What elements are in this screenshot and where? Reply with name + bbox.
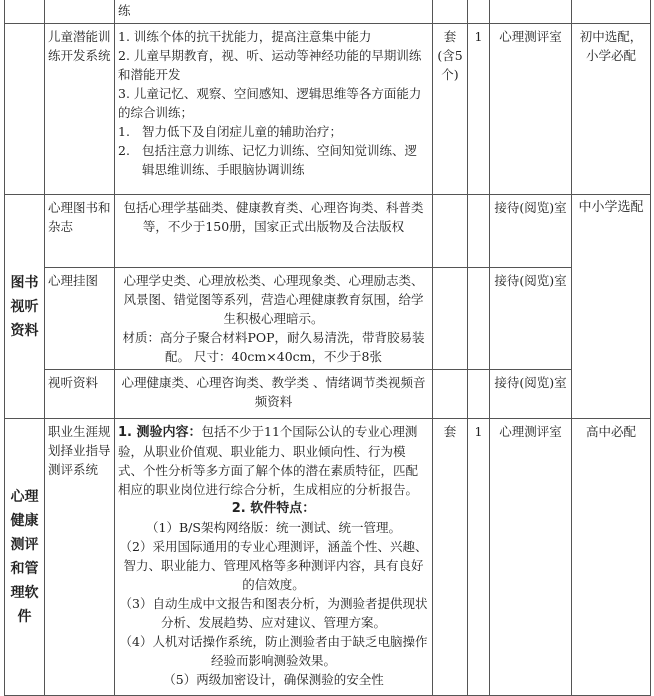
category-software: 心理健康测评和管理软件	[5, 419, 45, 696]
equipment-table	[4, 0, 651, 696]
item-note: 初中选配，小学必配	[572, 24, 651, 195]
item-content: 心理健康类、心理咨询类、教学类 、情绪调节类视频音频资料	[115, 370, 433, 419]
table-row	[5, 24, 651, 195]
item-room: 接待(阅览)室	[490, 370, 572, 419]
item-room: 心理测评室	[490, 24, 572, 195]
table-row	[5, 0, 651, 24]
table-row	[5, 419, 651, 696]
item-room: 接待(阅览)室	[490, 195, 572, 268]
cell-content: 练	[115, 0, 433, 24]
item-name: 心理图书和杂志	[45, 195, 115, 268]
item-content: 包括心理学基础类、健康教育类、心理咨询类、科普类等，不少于150册，国家正式出版物及合法版权	[115, 195, 433, 268]
category-books: 图书视听资料	[5, 195, 45, 419]
item-content: 心理学史类、心理放松类、心理现象类、心理励志类、风景图、错觉图等系列，营造心理健康教育氛围，给学生积极心理暗示。 材质：高分子聚合材料POP，耐久易清洗，带背胶易装配。 尺寸：40cm×40cm，不少于8张	[115, 268, 433, 370]
item-name: 心理挂图	[45, 268, 115, 370]
item-qty: 1	[468, 419, 490, 696]
item-name: 儿童潜能训练开发系统	[45, 24, 115, 195]
item-note: 中小学选配	[572, 195, 651, 419]
item-note: 高中必配	[572, 419, 651, 696]
table-row	[5, 268, 651, 370]
item-name: 视听资料	[45, 370, 115, 419]
item-room: 心理测评室	[490, 419, 572, 696]
item-name: 职业生涯规划择业指导测评系统	[45, 419, 115, 696]
item-content: 1. 训练个体的抗干扰能力，提高注意集中能力 2. 儿童早期教育，视、听、运动等神经功能的早期训练和潜能开发 3. 儿童记忆、观察、空间感知、逻辑思维等各方面能力的综合训练； 1. 智力低下及自闭症儿童的辅助治疗； 2. 包括注意力训练、记忆力训练、空间知觉训练、逻辑思维训练、手眼脑协调训练	[115, 24, 433, 195]
item-unit: 套	[433, 419, 468, 696]
item-qty: 1	[468, 24, 490, 195]
item-unit: 套(含5个)	[433, 24, 468, 195]
item-content: 1. 测验内容：包括不少于11个国际公认的专业心理测验，从职业价值观、职业能力、职业倾向性、行为模式、个性分析等多方面了解个体的潜在素质特征，匹配相应的职业岗位进行综合分析，生成相应的分析报告。 2. 软件特点： （1）B/S架构网络版：统一测试、统一管理。 （2）采用国际通用的专业心理测评，涵盖个性、兴趣、智力、职业能力、管理风格等多种测评内容，具有良好的信效度。 （3）自动生成中文报告和图表分析，为测验者提供现状分析、发展趋势、应对建议、管理方案。 （4）人机对话操作系统，防止测验者由于缺乏电脑操作经验而影响测验效果。 （5）两级加密设计，确保测验的安全性	[115, 419, 433, 696]
table-row	[5, 370, 651, 419]
item-room: 接待(阅览)室	[490, 268, 572, 370]
table-row	[5, 195, 651, 268]
